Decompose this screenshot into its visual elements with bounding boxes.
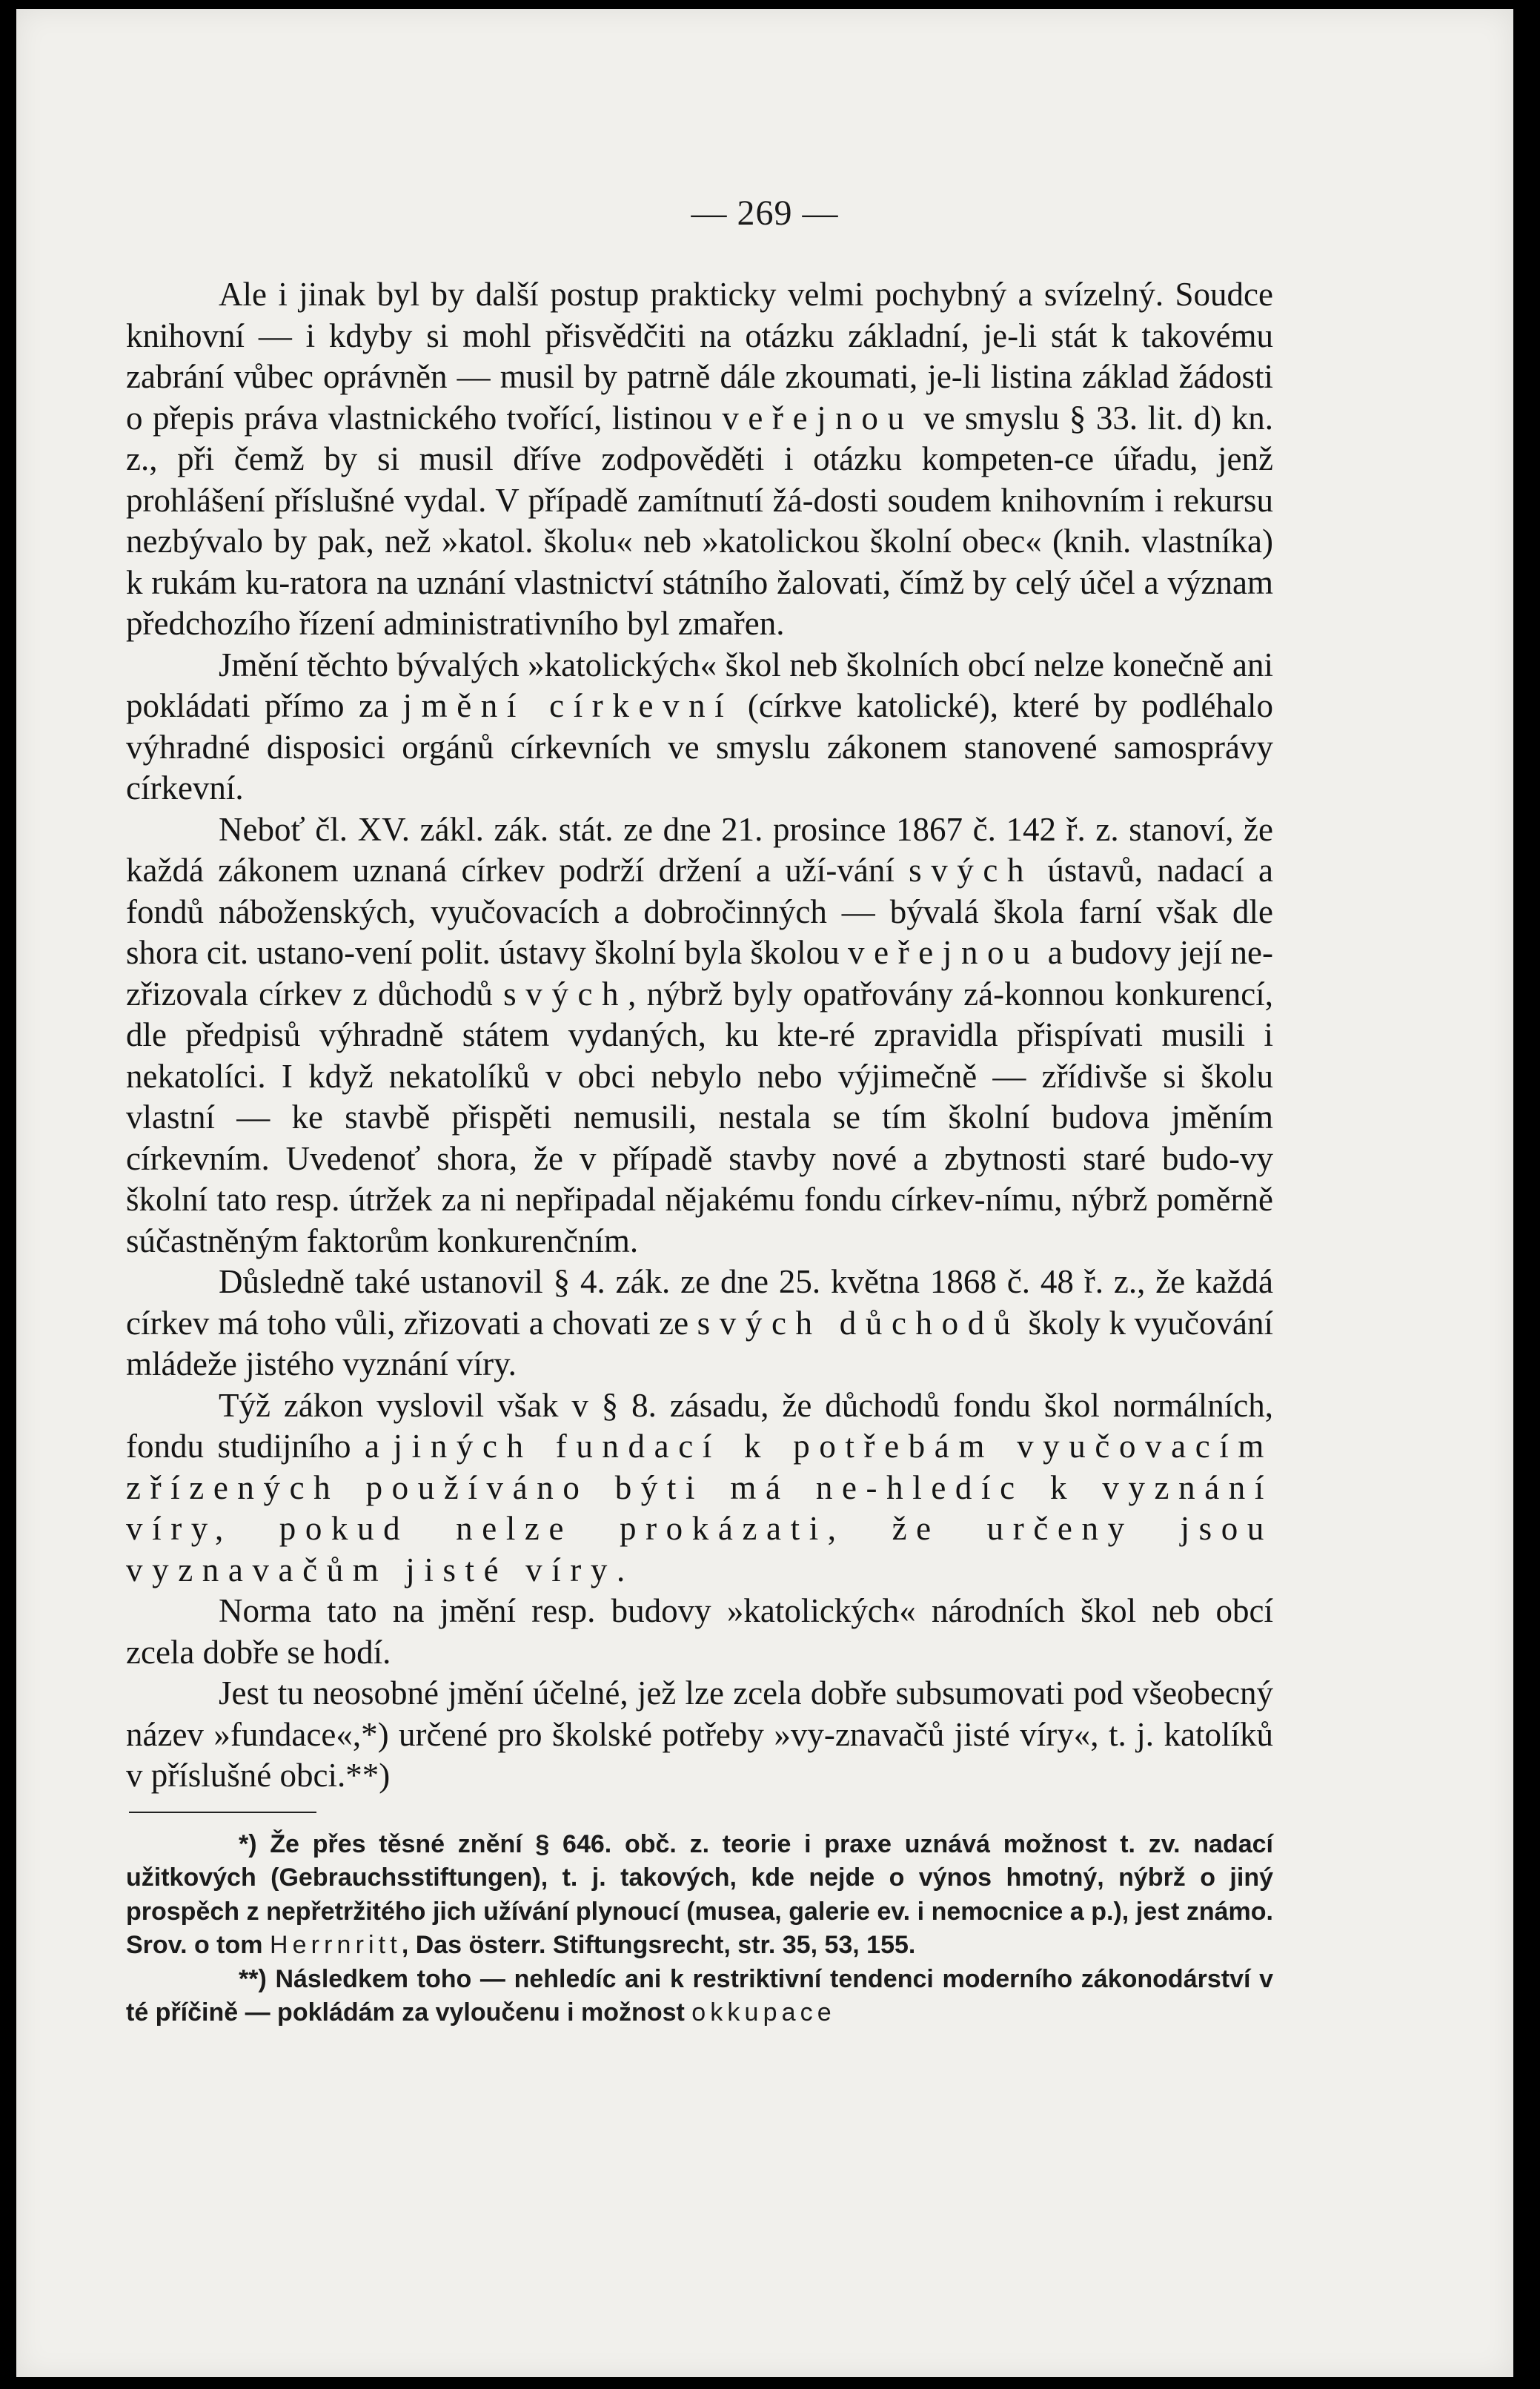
- paragraph-6: Norma tato na jmění resp. budovy »katolických« národních škol neb obcí zcela dobře se hodí.: [126, 1592, 1273, 1671]
- paragraph-2: Jmění těchto bývalých »katolických« škol neb školních obcí nelze konečně ani pokládati přímo za jmění církevní (církve katolické), které by podléhalo výhradné disposici orgánů církevních ve smyslu zákonem stanovené samosprávy církevní.: [126, 646, 1273, 806]
- emphasis-spaced-text: jiných fundací k potřebám vyučovacím zřízených používáno býti má ne-hledíc k vyznání víry, pokud nelze prokázati, že určeny jsou vyznavačům jisté víry: [126, 1428, 1273, 1588]
- emphasis-spaced-text: svých důchodů: [697, 1304, 1020, 1342]
- emphasis-spaced-text: jmění církevní: [402, 687, 734, 724]
- body-text: [126, 274, 1273, 1797]
- footnotes: [126, 1828, 1273, 2030]
- paragraph-4: Důsledně také ustanovil § 4. zák. ze dne 25. května 1868 č. 48 ř. z., že každá církev má toho vůli, zřizovati a chovati ze svých důchodů školy k vyučování mládeže jistého vyznání víry.: [126, 1263, 1274, 1382]
- emphasis-spaced-text: okkupace: [691, 1998, 836, 2027]
- paragraph-7: Jest tu neosobné jmění účelné, jež lze zcela dobře subsumovati pod všeobecný název »fundace«,*) určené pro školské potřeby »vy-znavačů jisté víry«, t. j. katolíků v příslušné obci.**): [126, 1674, 1273, 1794]
- emphasis-spaced-text: Herrnritt: [269, 1931, 402, 1959]
- page-content: [126, 274, 1273, 2030]
- paragraph-1: Ale i jinak byl by další postup prakticky velmi pochybný a svízelný. Soudce knihovní — i kdyby si mohl přisvědčiti na otázku základní, je-li stát k takovému zabrání vůbec oprávněn — musil by patrně dále zkoumati, je-li listina základ žádosti o přepis práva vlastnického tvořící, listinou veřejnou ve smyslu § 33. lit. d) kn. z., při čemž by si musil dříve zodpověděti i otázku kompeten-ce úřadu, jenž prohlášení příslušné vydal. V případě zamítnutí žá-dosti soudem knihovním i rekursu nezbývalo by pak, než »katol. školu« neb »katolickou školní obec« (knih. vlastníka) k rukám ku-ratora na uznání vlastnictví státního žalovati, čímž by celý účel a význam předchozího řízení administrativního byl zmařen.: [126, 276, 1273, 642]
- footnote-1: *) Že přes těsné znění § 646. obč. z. teorie i praxe uznává možnost t. zv. nadací užitkových (Gebrauchsstiftungen), t. j. takových, kde nejde o výnos hmotný, nýbrž o jiný prospěch z nepřetržitého jich užívání plynoucí (musea, galerie ev. i nemocnice a p.), jest známo. Srov. o tom Herrnritt, Das österr. Stiftungsrecht, str. 35, 53, 155.: [126, 1829, 1273, 1959]
- book-page: [16, 9, 1513, 2377]
- page-number: — 269 —: [691, 193, 839, 233]
- footnote-divider: [129, 1812, 316, 1813]
- footnote-2: **) Následkem toho — nehledíc ani k restriktivní tendenci moderního zákonodárství v té příčině — pokládám za vyloučenu i možnost okkupace: [126, 1964, 1273, 2027]
- emphasis-spaced-text: veřejnou: [722, 399, 914, 437]
- emphasis-spaced-text: svých: [909, 852, 1034, 889]
- paragraph-5: Týž zákon vyslovil však v § 8. zásadu, že důchodů fondu škol normálních, fondu studijního a jiných fundací k potřebám vyučovacím zřízených používáno býti má ne-hledíc k vyznání víry, pokud nelze prokázati, že určeny jsou vyznavačům jisté víry.: [126, 1386, 1273, 1588]
- emphasis-spaced-text: veřejnou: [848, 934, 1040, 971]
- paragraph-3: Neboť čl. XV. zákl. zák. stát. ze dne 21. prosince 1867 č. 142 ř. z. stanoví, že každá zákonem uznaná církev podrží držení a uží-vání svých ústavů, nadací a fondů náboženských, vyučovacích a dobročinných — bývalá škola farní však dle shora cit. ustano-vení polit. ústavy školní byla školou veřejnou a budovy její ne-zřizovala církev z důchodů svých, nýbrž byly opatřovány zá-konnou konkurencí, dle předpisů výhradně státem vydaných, ku kte-ré zpravidla přispívati musili i nekatolíci. I když nekatolíků v obci nebylo nebo výjimečně — zřídivše si školu vlastní — ke stavbě přispěti nemusili, nestala se tím školní budova jměním církevním. Uvedenoť shora, že v případě stavby nové a zbytnosti staré budo-vy školní tato resp. útržek za ni nepřipadal nějakému fondu církev-nímu, nýbrž poměrně súčastněným faktorům konkurenčním.: [126, 810, 1274, 1259]
- emphasis-spaced-text: svých: [503, 975, 628, 1013]
